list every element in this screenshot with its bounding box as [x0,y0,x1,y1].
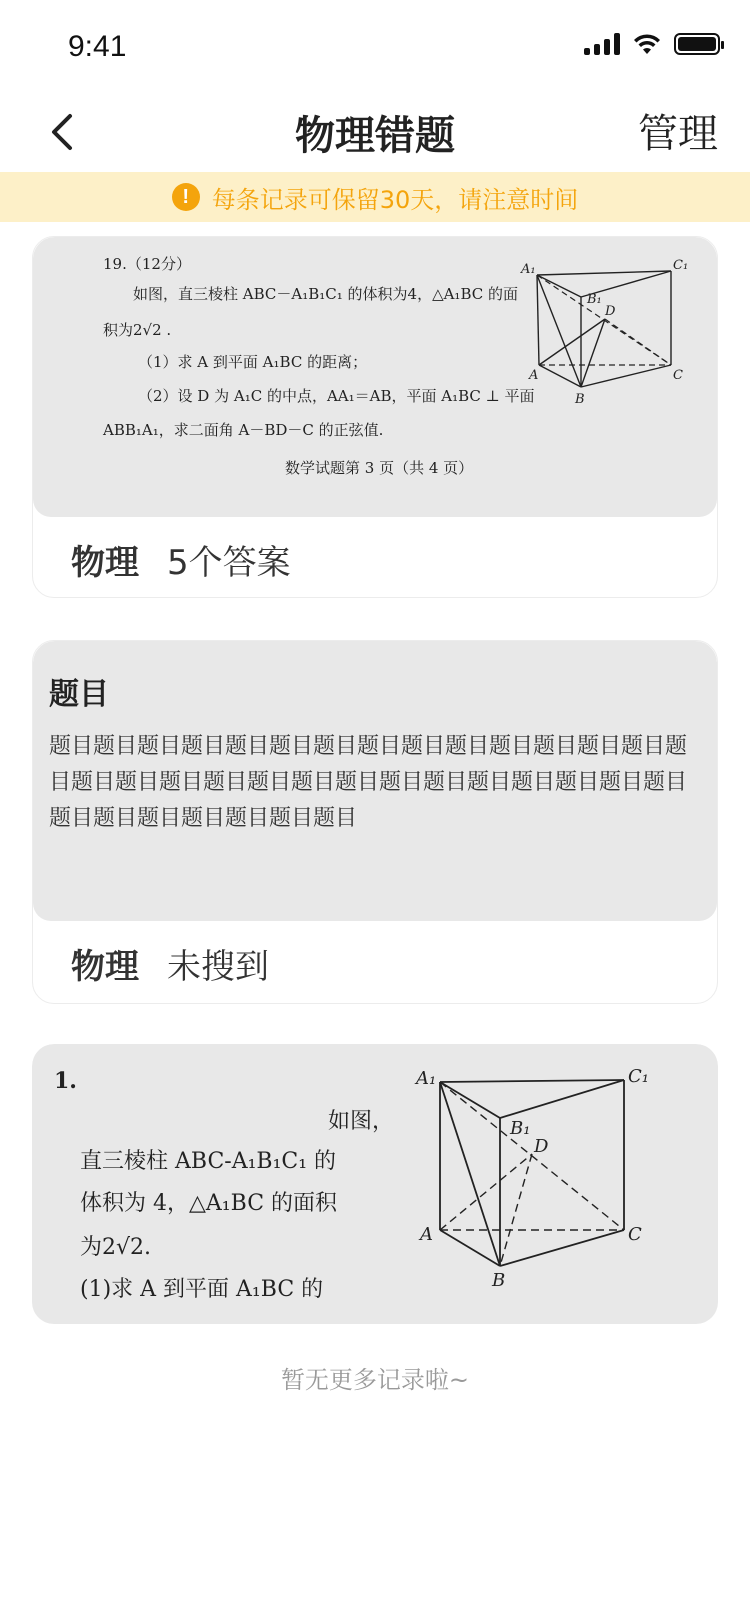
question-body: 题目题目题目题目题目题目题目题目题目题目题目题目题目题目题目题目题目题目题目题目题目题目题目题目题目题目题目题目题目题目题目题目题目题目题目题目 [49,734,688,831]
notice-bar [0,172,750,222]
status-bar [0,0,750,96]
question-line: 体积为 4，△A₁BC 的面积 [80,1191,338,1216]
warning-icon: ! [172,183,200,211]
card-footer [33,517,717,598]
question-line: （1）求 A 到平面 A₁BC 的距离； [138,353,368,371]
vertex-label: A [529,368,539,383]
wifi-icon [632,32,662,56]
cellular-signal-icon [584,33,620,55]
vertex-label: A₁ [521,262,536,277]
status-icons [584,32,720,56]
vertex-label: B [492,1270,506,1291]
question-line: 积为2√2 . [103,321,172,339]
notice-text: 每条记录可保留30天，请注意时间 [211,185,579,214]
vertex-label: A₁ [416,1068,437,1089]
question-line: 为2√2. [80,1235,152,1260]
question-line: 直三棱柱 ABC-A₁B₁C₁ 的 [80,1149,337,1174]
vertex-label: D [605,304,616,319]
battery-icon [674,33,720,55]
question-image[interactable] [32,1044,718,1324]
vertex-label: B [575,392,585,407]
question-line: （2）设 D 为 A₁C 的中点，AA₁＝AB，平面 A₁BC ⊥ 平面 [138,387,535,405]
page-title: 物理错题 [295,113,455,159]
record-card[interactable] [32,640,718,1004]
vertex-label: B₁ [510,1118,531,1139]
answer-count: 5个答案 [167,542,291,583]
record-card[interactable] [32,1044,718,1324]
record-card[interactable] [32,236,718,598]
question-image-render [33,237,717,517]
question-line: ABB₁A₁，求二面角 A－BD－C 的正弦值. [103,421,384,439]
question-text-block[interactable] [33,641,717,921]
question-line: 如图，直三棱柱 ABC－A₁B₁C₁ 的体积为4，△A₁BC 的面 [133,285,518,303]
status-time: 9:41 [68,30,127,63]
search-result: 未搜到 [167,946,269,987]
card-footer [33,921,717,1004]
vertex-label: C [673,368,683,383]
question-image[interactable] [33,237,717,517]
subject-label: 物理 [71,542,139,583]
page-footer: 数学试题第 3 页（共 4 页） [285,459,474,477]
vertex-label: D [534,1136,549,1157]
vertex-label: B₁ [587,292,602,307]
question-number: 19.（12分） [103,255,191,273]
no-more-records-text: 暂无更多记录啦~ [280,1366,470,1394]
question-line: 如图， [328,1109,395,1134]
vertex-label: C₁ [673,258,689,273]
manage-button[interactable]: 管理 [638,111,718,157]
vertex-label: A [420,1224,433,1245]
vertex-label: C [628,1224,642,1245]
question-line: (1)求 A 到平面 A₁BC 的 [80,1277,324,1302]
question-title: 题目 [49,677,109,712]
nav-bar [0,96,750,172]
question-image-render [32,1044,718,1324]
subject-label: 物理 [71,946,139,987]
question-number: 1. [54,1068,77,1094]
vertex-label: C₁ [628,1066,649,1087]
